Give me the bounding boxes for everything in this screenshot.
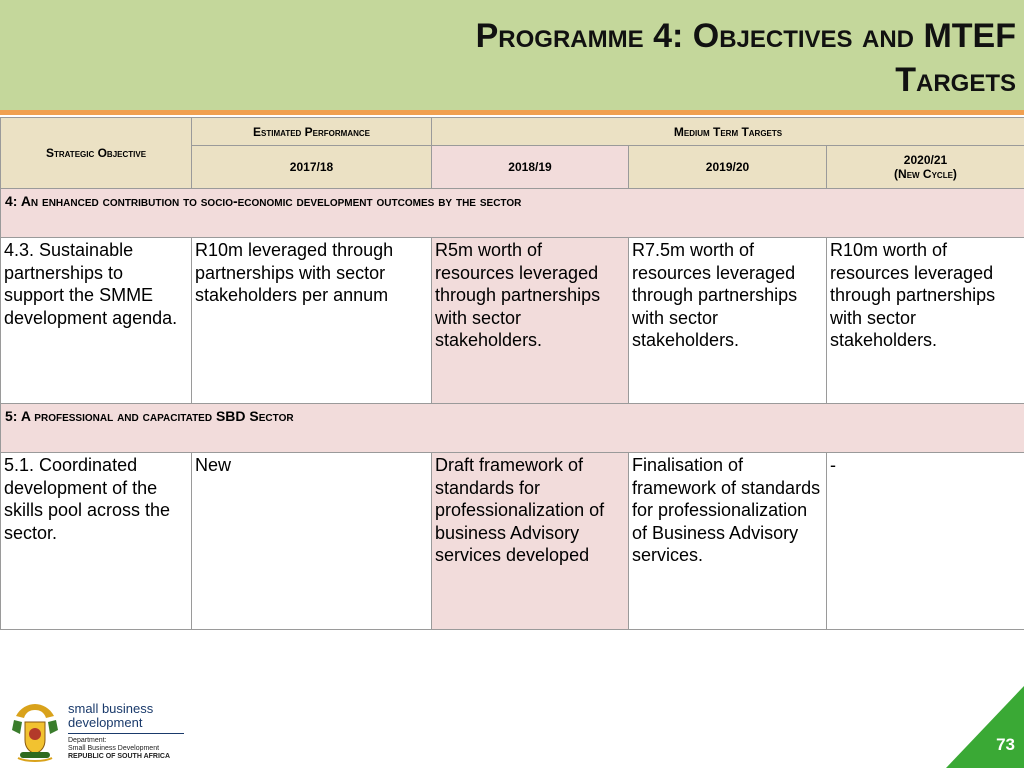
page-corner <box>946 686 1024 768</box>
header-year-2018-19: 2018/19 <box>432 146 629 189</box>
page-title-line1: Programme 4: Objectives and MTEF <box>475 17 1016 55</box>
logo-line-2: development <box>68 715 143 730</box>
header-year-2017-18: 2017/18 <box>192 146 432 189</box>
section-heading-5: 5: A professional and capacitated SBD Sector <box>1 404 1024 453</box>
header-estimated-performance: Estimated Performance <box>192 118 432 146</box>
header-divider <box>0 110 1024 115</box>
page-number: 73 <box>996 735 1015 754</box>
header-strategic-objective: Strategic Objective <box>1 118 192 189</box>
table-cell-objective: 4.3. Sustainable partnerships to support the SMME development agenda. <box>1 238 192 404</box>
page-title-line2: Targets <box>895 61 1016 99</box>
table-cell-2020-21: - <box>827 453 1024 630</box>
coat-of-arms-icon <box>10 700 60 764</box>
logo-text <box>68 702 198 761</box>
dept-label: Department: <box>68 737 107 744</box>
table-cell-objective: 5.1. Coordinated development of the skills pool across the sector. <box>1 453 192 630</box>
header-year-2020-21-label: 2020/21 <box>903 153 948 167</box>
corner-triangle-icon <box>946 686 1024 768</box>
section-heading-4: 4: An enhanced contribution to socio-economic development outcomes by the sector <box>1 189 1024 238</box>
table-cell-2019-20: R7.5m worth of resources leveraged through partnerships with sector stakeholders. <box>629 238 827 404</box>
table-cell-2018-19: Draft framework of standards for professionalization of business Advisory services developed <box>432 453 629 630</box>
logo-line-1: small business <box>68 701 154 716</box>
header-medium-term-targets: Medium Term Targets <box>432 118 1024 146</box>
table-cell-estimated: R10m leveraged through partnerships with sector stakeholders per annum <box>192 238 432 404</box>
dept-country: REPUBLIC OF SOUTH AFRICA <box>68 753 171 760</box>
table-cell-estimated: New <box>192 453 432 630</box>
dept-name: Small Business Development <box>68 745 160 752</box>
page-title <box>116 14 1016 102</box>
table-cell-2018-19: R5m worth of resources leveraged through partnerships with sector stakeholders. <box>432 238 629 404</box>
logo-divider <box>68 733 184 734</box>
header-year-2019-20: 2019/20 <box>629 146 827 189</box>
header-year-2020-21 <box>827 146 1024 189</box>
objectives-table <box>0 117 1024 630</box>
department-logo <box>10 700 200 764</box>
header-new-cycle-label: (New Cycle) <box>894 167 957 181</box>
table-cell-2019-20: Finalisation of framework of standards for professionalization of Business Advisory services. <box>629 453 827 630</box>
table-cell-2020-21: R10m worth of resources leveraged through partnerships with sector stakeholders. <box>827 238 1024 404</box>
